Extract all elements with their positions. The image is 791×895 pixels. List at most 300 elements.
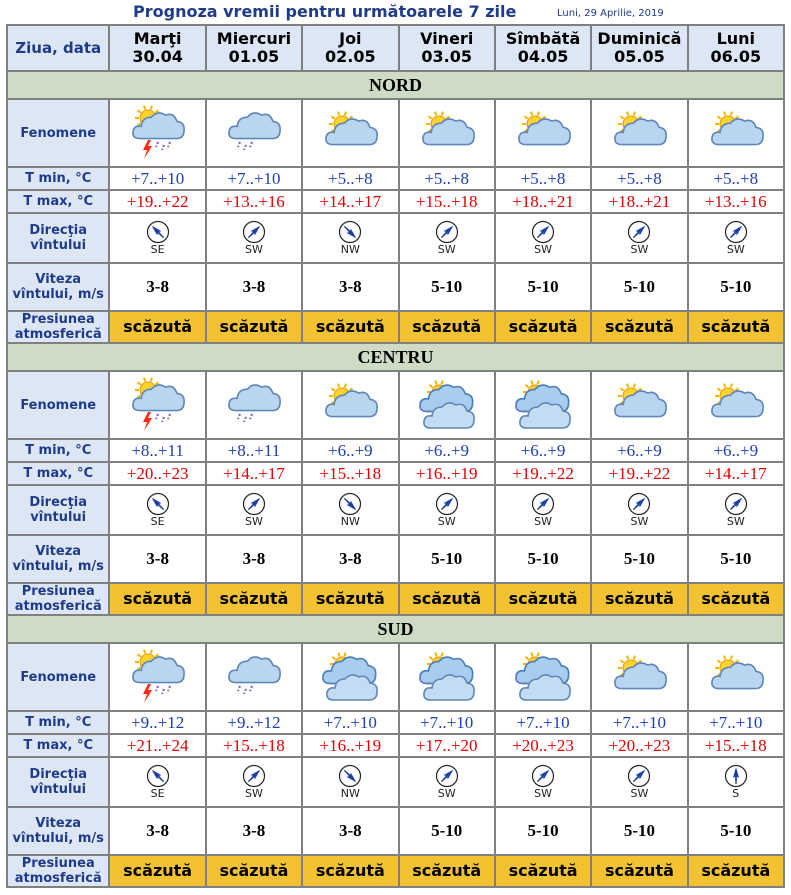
- pres-value: scăzută: [508, 317, 578, 336]
- wind-direction: SW: [437, 243, 456, 256]
- day-header: [496, 26, 590, 70]
- dir-label: Direcţia vîntului: [8, 486, 108, 534]
- storm-rain-icon: [128, 104, 188, 162]
- pres-value: scăzută: [123, 861, 193, 880]
- wind-direction: NW: [340, 243, 360, 256]
- pres-value: scăzută: [508, 589, 578, 608]
- vit-cell: [400, 808, 494, 854]
- vit-value: 3-8: [339, 821, 362, 840]
- pres-value: scăzută: [315, 589, 385, 608]
- day-name: Marţi: [133, 29, 182, 48]
- tmin-label: T min, °C: [8, 440, 108, 461]
- dir-cell: [400, 214, 494, 262]
- wind-direction: SW: [534, 515, 552, 528]
- vit-value: 5-10: [720, 821, 752, 840]
- fenomene-cell: [303, 372, 397, 438]
- tmax-cell: [689, 735, 783, 756]
- tmax-label: T max, °C: [8, 191, 108, 212]
- pres-cell: [496, 856, 590, 886]
- tmin-cell: [496, 712, 590, 733]
- tmax-cell: [400, 191, 494, 212]
- pres-value: scăzută: [604, 589, 674, 608]
- dir-cell: [207, 486, 301, 534]
- vit-value: 5-10: [623, 277, 655, 296]
- rain-icon: [224, 104, 284, 162]
- pres-value: scăzută: [701, 589, 771, 608]
- tmax-row: [8, 463, 783, 484]
- vit-value: 5-10: [527, 549, 559, 568]
- sun-cloud-icon: [320, 104, 380, 162]
- tmax-cell: [496, 463, 590, 484]
- pres-cell: [110, 584, 204, 614]
- tmin-value: +7..+10: [420, 712, 474, 732]
- pres-cell: [496, 584, 590, 614]
- tmin-label: T min, °C: [8, 712, 108, 733]
- pres-value: scăzută: [701, 317, 771, 336]
- tmax-value: +20..+23: [512, 735, 574, 755]
- dir-cell: [207, 214, 301, 262]
- dir-cell: [689, 214, 783, 262]
- cloud-icon: [417, 376, 477, 434]
- vit-row: [8, 808, 783, 854]
- vit-value: 3-8: [146, 821, 169, 840]
- wind-compass-icon: [531, 764, 555, 788]
- dir-cell: [303, 758, 397, 806]
- pres-value: scăzută: [315, 861, 385, 880]
- wind-compass-icon: [242, 492, 266, 516]
- wind-compass-icon: [146, 764, 170, 788]
- vit-value: 5-10: [431, 277, 463, 296]
- pres-value: scăzută: [604, 861, 674, 880]
- tmin-row: [8, 168, 783, 189]
- tmin-cell: [689, 440, 783, 461]
- pres-value: scăzută: [412, 317, 482, 336]
- vit-value: 3-8: [339, 549, 362, 568]
- tmax-value: +15..+18: [223, 735, 285, 755]
- fenomene-label: Fenomene: [8, 100, 108, 166]
- tmax-cell: [592, 463, 686, 484]
- tmax-label: T max, °C: [8, 463, 108, 484]
- wind-compass-icon: [242, 764, 266, 788]
- wind-compass-icon: [627, 220, 651, 244]
- sun-cloud-icon: [320, 376, 380, 434]
- fenomene-cell: [303, 644, 397, 710]
- vit-row: [8, 264, 783, 310]
- wind-compass-icon: [724, 220, 748, 244]
- tmax-cell: [303, 735, 397, 756]
- vit-value: 3-8: [339, 277, 362, 296]
- wind-direction: SW: [630, 515, 649, 528]
- pres-value: scăzută: [508, 861, 578, 880]
- tmin-row: [8, 440, 783, 461]
- vit-cell: [207, 536, 301, 582]
- pres-label: Presiunea atmosferică: [8, 584, 108, 614]
- tmax-row: [8, 191, 783, 212]
- pres-row: [8, 584, 783, 614]
- day-name: Duminică: [597, 29, 682, 48]
- fenomene-cell: [496, 372, 590, 438]
- wind-direction: SW: [245, 243, 263, 256]
- tmax-cell: [689, 191, 783, 212]
- tmax-row: [8, 735, 783, 756]
- vit-cell: [592, 808, 686, 854]
- cloud-icon: [513, 648, 573, 706]
- dir-cell: [400, 486, 494, 534]
- tmin-value: +7..+10: [612, 712, 666, 732]
- sun-cloud-icon: [417, 104, 477, 162]
- wind-compass-icon: [338, 492, 362, 516]
- vit-cell: [303, 264, 397, 310]
- tmin-row: [8, 712, 783, 733]
- tmin-value: +6..+9: [713, 440, 759, 460]
- wind-compass-icon: [435, 492, 459, 516]
- tmax-value: +18..+21: [608, 191, 671, 211]
- tmin-value: +5..+8: [713, 168, 759, 188]
- tmin-cell: [110, 168, 204, 189]
- tmax-cell: [207, 191, 301, 212]
- tmax-cell: [110, 463, 204, 484]
- wind-compass-icon: [531, 492, 555, 516]
- vit-cell: [592, 264, 686, 310]
- fenomene-row: [8, 100, 783, 166]
- day-date: 05.05: [614, 47, 665, 66]
- tmax-value: +19..+22: [608, 463, 671, 483]
- wind-compass-icon: [146, 220, 170, 244]
- tmax-cell: [303, 191, 397, 212]
- tmin-cell: [496, 168, 590, 189]
- pres-cell: [400, 584, 494, 614]
- wind-direction: NW: [340, 515, 360, 528]
- vit-cell: [689, 808, 783, 854]
- tmin-value: +7..+10: [516, 712, 570, 732]
- fenomene-cell: [496, 100, 590, 166]
- day-date: 04.05: [517, 47, 569, 66]
- pres-value: scăzută: [412, 589, 482, 608]
- cloud-icon: [417, 648, 477, 706]
- vit-cell: [496, 264, 590, 310]
- tmin-value: +9..+12: [227, 712, 281, 732]
- wind-direction: SW: [245, 515, 263, 528]
- dir-cell: [110, 758, 204, 806]
- fenomene-cell: [689, 372, 783, 438]
- day-header: [303, 26, 397, 70]
- fenomene-cell: [592, 100, 686, 166]
- fenomene-cell: [303, 100, 397, 166]
- vit-cell: [110, 536, 204, 582]
- fenomene-cell: [689, 100, 783, 166]
- dir-label: Direcţia vîntului: [8, 758, 108, 806]
- wind-compass-icon: [435, 764, 459, 788]
- pres-value: scăzută: [219, 589, 289, 608]
- pres-label: Presiunea atmosferică: [8, 312, 108, 342]
- wind-direction: SE: [150, 787, 165, 800]
- dir-cell: [303, 486, 397, 534]
- tmin-value: +6..+9: [424, 440, 470, 460]
- tmin-cell: [110, 712, 204, 733]
- dir-cell: [400, 758, 494, 806]
- sun-cloud-icon: [609, 376, 669, 434]
- region-row: [8, 344, 783, 370]
- wind-compass-icon: [724, 492, 748, 516]
- day-date: 01.05: [228, 47, 280, 66]
- day-header: [400, 26, 494, 70]
- pres-label: Presiunea atmosferică: [8, 856, 108, 886]
- pres-value: scăzută: [701, 861, 771, 880]
- dir-cell: [689, 486, 783, 534]
- fenomene-cell: [207, 372, 301, 438]
- wind-compass-icon: [435, 220, 459, 244]
- fenomene-cell: [496, 644, 590, 710]
- day-header: [110, 26, 204, 70]
- fenomene-cell: [400, 644, 494, 710]
- day-name: Luni: [716, 29, 756, 48]
- dir-cell: [592, 758, 686, 806]
- vit-cell: [207, 264, 301, 310]
- wind-direction: SW: [630, 243, 649, 256]
- region-name: SUD: [8, 616, 783, 642]
- pres-value: scăzută: [219, 861, 289, 880]
- fenomene-row: [8, 372, 783, 438]
- vit-value: 5-10: [527, 821, 559, 840]
- tmax-value: +19..+22: [126, 191, 189, 211]
- region-name: CENTRU: [8, 344, 783, 370]
- dir-cell: [496, 758, 590, 806]
- fenomene-cell: [592, 644, 686, 710]
- pres-cell: [689, 856, 783, 886]
- vit-value: 3-8: [146, 549, 169, 568]
- wind-compass-icon: [724, 764, 748, 788]
- pres-cell: [592, 584, 686, 614]
- cloud-icon: [513, 376, 573, 434]
- vit-value: 5-10: [623, 549, 655, 568]
- tmin-cell: [592, 712, 686, 733]
- tmax-value: +13..+16: [704, 191, 767, 211]
- tmin-value: +5..+8: [520, 168, 566, 188]
- region-row: [8, 616, 783, 642]
- storm-rain-icon: [128, 648, 188, 706]
- sun-cloud-icon: [609, 648, 669, 706]
- wind-direction: SW: [726, 515, 745, 528]
- fenomene-cell: [207, 644, 301, 710]
- sun-cloud-icon: [706, 376, 766, 434]
- region-name: NORD: [8, 72, 783, 98]
- wind-compass-icon: [627, 492, 651, 516]
- wind-direction: SE: [150, 243, 165, 256]
- pres-value: scăzută: [123, 317, 193, 336]
- vit-value: 5-10: [527, 277, 559, 296]
- vit-cell: [689, 264, 783, 310]
- tmax-cell: [400, 463, 494, 484]
- tmin-cell: [110, 440, 204, 461]
- tmin-cell: [400, 440, 494, 461]
- vit-cell: [400, 536, 494, 582]
- tmax-value: +20..+23: [126, 463, 189, 483]
- fenomene-cell: [689, 644, 783, 710]
- tmin-value: +7..+10: [323, 712, 377, 732]
- dir-cell: [496, 214, 590, 262]
- tmax-label: T max, °C: [8, 735, 108, 756]
- vit-value: 3-8: [242, 277, 266, 296]
- vit-value: 5-10: [623, 821, 655, 840]
- vit-value: 5-10: [431, 549, 463, 568]
- tmin-cell: [689, 712, 783, 733]
- region-row: [8, 72, 783, 98]
- vit-value: 5-10: [720, 549, 752, 568]
- tmin-cell: [207, 440, 301, 461]
- tmin-cell: [496, 440, 590, 461]
- tmax-value: +15..+18: [704, 735, 767, 755]
- tmax-value: +14..+17: [223, 463, 285, 483]
- vit-cell: [592, 536, 686, 582]
- day-date: 06.05: [710, 47, 762, 66]
- sun-cloud-icon: [706, 104, 766, 162]
- fenomene-cell: [592, 372, 686, 438]
- pres-value: scăzută: [123, 589, 193, 608]
- tmin-value: +6..+9: [617, 440, 662, 460]
- forecast-table: [6, 24, 785, 888]
- fenomene-cell: [207, 100, 301, 166]
- pres-cell: [400, 312, 494, 342]
- vit-cell: [496, 808, 590, 854]
- dir-cell: [303, 214, 397, 262]
- fenomene-cell: [400, 372, 494, 438]
- day-date: 03.05: [421, 47, 472, 66]
- tmax-cell: [400, 735, 494, 756]
- tmin-value: +9..+12: [131, 712, 185, 732]
- vit-value: 3-8: [242, 821, 266, 840]
- tmin-value: +6..+9: [327, 440, 373, 460]
- rain-icon: [224, 648, 284, 706]
- tmin-value: +5..+8: [327, 168, 373, 188]
- wind-compass-icon: [531, 220, 555, 244]
- dir-cell: [110, 214, 204, 262]
- pres-value: scăzută: [219, 317, 289, 336]
- pres-value: scăzută: [315, 317, 385, 336]
- tmax-value: +18..+21: [512, 191, 574, 211]
- day-date: 30.04: [132, 47, 183, 66]
- tmax-value: +13..+16: [223, 191, 285, 211]
- dir-row: [8, 758, 783, 806]
- dir-label: Direcţia vîntului: [8, 214, 108, 262]
- fenomene-cell: [110, 644, 204, 710]
- tmin-cell: [592, 440, 686, 461]
- tmax-value: +16..+19: [415, 463, 478, 483]
- day-date: 02.05: [325, 47, 376, 66]
- pres-cell: [592, 312, 686, 342]
- tmin-cell: [303, 712, 397, 733]
- sun-cloud-icon: [513, 104, 573, 162]
- pres-cell: [303, 584, 397, 614]
- tmax-cell: [207, 735, 301, 756]
- tmin-cell: [400, 712, 494, 733]
- tmax-cell: [110, 735, 204, 756]
- vit-label: Viteza vîntului, m/s: [8, 536, 108, 582]
- vit-cell: [110, 808, 204, 854]
- tmin-cell: [303, 168, 397, 189]
- day-name: Vineri: [420, 29, 474, 48]
- wind-direction: SW: [534, 787, 552, 800]
- tmax-cell: [207, 463, 301, 484]
- header-row: [8, 26, 783, 70]
- tmin-cell: [207, 712, 301, 733]
- dir-cell: [110, 486, 204, 534]
- pres-cell: [303, 312, 397, 342]
- storm-rain-icon: [128, 376, 188, 434]
- header-label: Ziua, data: [8, 26, 108, 70]
- page-title: Prognoza vremii pentru următoarele 7 zile: [133, 2, 517, 21]
- tmax-value: +21..+24: [126, 735, 189, 755]
- tmin-cell: [689, 168, 783, 189]
- pres-cell: [110, 312, 204, 342]
- tmax-value: +14..+17: [704, 463, 767, 483]
- tmax-value: +16..+19: [319, 735, 382, 755]
- day-name: Sîmbătă: [505, 29, 581, 48]
- tmin-cell: [592, 168, 686, 189]
- tmin-cell: [400, 168, 494, 189]
- wind-direction: SE: [150, 515, 165, 528]
- vit-cell: [303, 536, 397, 582]
- pres-cell: [207, 856, 301, 886]
- pres-cell: [689, 584, 783, 614]
- dir-cell: [496, 486, 590, 534]
- tmax-value: +19..+22: [512, 463, 574, 483]
- fenomene-row: [8, 644, 783, 710]
- wind-direction: NW: [340, 787, 360, 800]
- pres-cell: [207, 584, 301, 614]
- tmax-value: +14..+17: [319, 191, 382, 211]
- vit-value: 3-8: [146, 277, 169, 296]
- day-name: Miercuri: [216, 29, 292, 48]
- vit-cell: [207, 808, 301, 854]
- pres-cell: [689, 312, 783, 342]
- day-header: [689, 26, 783, 70]
- tmax-value: +15..+18: [415, 191, 478, 211]
- pres-cell: [303, 856, 397, 886]
- day-header: [592, 26, 686, 70]
- tmax-value: +15..+18: [319, 463, 382, 483]
- vit-label: Viteza vîntului, m/s: [8, 808, 108, 854]
- fenomene-cell: [110, 372, 204, 438]
- tmin-cell: [207, 168, 301, 189]
- tmax-cell: [303, 463, 397, 484]
- tmin-value: +7..+10: [131, 168, 185, 188]
- tmax-cell: [496, 735, 590, 756]
- tmax-cell: [592, 735, 686, 756]
- vit-cell: [303, 808, 397, 854]
- wind-compass-icon: [627, 764, 651, 788]
- current-date: Luni, 29 Aprilie, 2019: [557, 8, 664, 19]
- tmin-cell: [303, 440, 397, 461]
- wind-direction: S: [732, 787, 740, 800]
- tmax-cell: [496, 191, 590, 212]
- vit-value: 5-10: [431, 821, 463, 840]
- fenomene-cell: [110, 100, 204, 166]
- dir-cell: [592, 486, 686, 534]
- pres-cell: [592, 856, 686, 886]
- tmax-value: +17..+20: [415, 735, 478, 755]
- pres-cell: [400, 856, 494, 886]
- dir-row: [8, 214, 783, 262]
- wind-compass-icon: [338, 764, 362, 788]
- tmax-cell: [592, 191, 686, 212]
- vit-cell: [110, 264, 204, 310]
- tmin-value: +8..+11: [131, 440, 184, 460]
- vit-value: 3-8: [242, 549, 266, 568]
- vit-label: Viteza vîntului, m/s: [8, 264, 108, 310]
- vit-row: [8, 536, 783, 582]
- vit-cell: [400, 264, 494, 310]
- pres-row: [8, 856, 783, 886]
